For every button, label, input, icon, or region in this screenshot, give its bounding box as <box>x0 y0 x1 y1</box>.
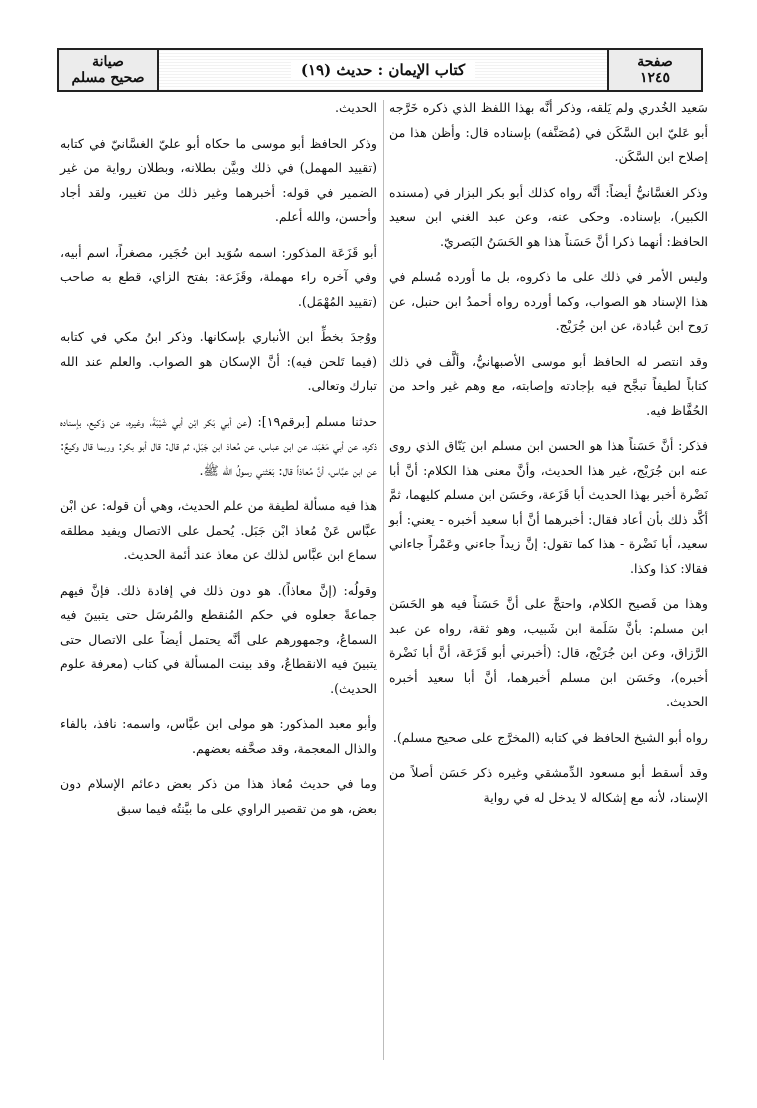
paragraph: أبو قَزَعَة المذكور: اسمه سُوَيد ابن حُجَير، مصغراً، اسم أبيه، وفي آخره راء مهملة، وقَزَعة: بفتح الزاي، قطع به صاحب (تقييد المُهْمَل). <box>60 244 377 309</box>
paragraph: حدثنا مسلم [برقم١٩]: (عن أبي بَكر ابْن أبي شَيْبَةَ، وغيره، عن وَكيع، بإسناده ذكره، عن أبي مَعْبَد، عن ابن عباس، عن مُعاذ ابن جَبَل، ثم قال: قال أبو بكر: وربما قال وكيعٌ: عن ابن عبَّاس، أنَّ مُعاذاً قال: بَعَثني رسولُ الله ﷺ. <box>60 413 377 478</box>
right-column <box>389 96 708 821</box>
page-number: ١٢٤٥ <box>639 70 671 86</box>
paragraph: سَعيد الخُدري ولم يَلقه، وذكر أنَّه بهذا اللفظ الذي ذكره خَرَّجه أبو عَليّ ابن السَّكَن في (مُصَنَّفه) بإسناده قال: وأظن هذا من إصلاح ابن السَّكَن. <box>389 100 708 164</box>
paragraph: ووُجدَ بخطِّ ابن الأنباري بإسكانها. وذكر ابنُ مكي في كتابه (فيما تَلحن فيه): أنَّ الإسكان هو الصواب. والعلم عند الله تبارك وتعالى. <box>60 329 377 393</box>
column-divider <box>383 100 384 1060</box>
left-column <box>60 96 377 832</box>
page-label: صفحة <box>637 54 673 70</box>
paragraph: فذكر: أنَّ حَسَناً هذا هو الحسن ابن مسلم ابن يَنّاق الذي روى عنه ابن جُرَيْج، غير هذا الحديث، وأنَّ معنى هذا الكلام: أنَّ أبا نَضْرة أخبر بهذا الحديث أبا قَزَعة، وحَسَن ابن مسلم كليهما، ثمَّ أكَّد ذلك بأن أعاد فقال: أخبرهما أنَّ أبا سعيد أخبره - يعني: أبو سعيد، أبا نَضْرة - هذا كما تقول: إنَّ زيداً جاءني وعَمْراً جاءاني فقالا: كذا وكذا. <box>389 438 708 576</box>
page-number-box <box>607 50 701 90</box>
page-header <box>57 48 703 92</box>
book-title-line2: صحيح مسلم <box>71 70 145 86</box>
paragraph: هذا فيه مسألة لطيفة من علم الحديث، وهي أن قوله: عن ابْن عبَّاس عَنْ مُعاذ ابْن جَبَل. يُحمل على الاتصال ويفيد مطلقه سماع ابن عبَّاس لذلك عن معاذ عند أئمة الحديث. <box>60 498 377 562</box>
paragraph: وقد انتصر له الحافظ أبو موسى الأصبهانيُّ، وألَّف في ذلك كتاباً لطيفاً تبجَّح فيه بإجادته وإصابته، مع وهم غير واحد من الحُفَّاظ فيه. <box>389 353 708 418</box>
paragraph: وذكر الغسَّانيُّ أيضاً: أنَّه رواه كذلك أبو بكر البزار في (مسنده الكبير)، بإسناده. وحكى عنه، وعن عبد الغني ابن سعيد الحافظ: أنهما ذكرا أنَّ حَسَناً هذا هو الحَسَنُ البَصريّ. <box>389 184 708 249</box>
paragraph: وقد أسقط أبو مسعود الدِّمشقي وغيره ذكر حَسَن أصلاً من الإسناد، لأنه مع إشكاله لا يدخل له في رواية <box>389 765 708 805</box>
paragraph: وهذا من فَصيح الكلام، واحتجَّ على أنَّ حَسَناً فيه هو الحَسَن ابن مسلم: بأنَّ سَلَمة ابن شَبيب، وهو ثقة، رواه عن عبد الرَّزاق، وعن ابن جُرَيْج، قال: (أخبرني أبو قَزَعَة، أنَّ أبا نَضْرة أخبره)، وحَسَن ابن مسلم أخبرهما، أنَّ أبا سعيد أخبره الحديث. <box>389 596 708 709</box>
paragraph: وليس الأمر في ذلك على ما ذكروه، بل ما أورده مُسلم في هذا الإسناد هو الصواب، وكما أورده رواه أحمدُ ابن حنبل، عن رَوح ابن عُبادة، عن ابن جُرَيْج. <box>389 269 708 333</box>
chapter-title-box <box>159 50 607 90</box>
book-title-line1: صيانة <box>92 54 124 70</box>
book-title-box <box>59 50 159 90</box>
chapter-title: كتاب الإيمان : حديث (١٩) <box>291 62 475 78</box>
paragraph: رواه أبو الشيخ الحافظ في كتابه (المخرَّج على صحيح مسلم). <box>392 729 708 745</box>
paragraph: وما في حديث مُعاذ هذا من ذكر بعض دعائم الإسلام دون بعض، هو من تقصير الراوي على ما بيَّنتُه فيما سبق <box>60 776 377 816</box>
paragraph: وقولُه: (إنَّ معاذاً). هو دون ذلك في إفادة ذلك. فإنَّ فيهم جماعةً جعلوه في حكم المُنقطع والمُرسَل حتى يتبينَ فيه السماعُ، وجمهورهم على أنَّه يحتمل أيضاً على الاتصال حتى يتبينَ فيه الانقطاعُ، وقد بينت المسألة في كتاب (معرفة علوم الحديث). <box>60 582 377 696</box>
paragraph: وذكر الحافظ أبو موسى ما حكاه أبو عليّ الغسَّانيّ في كتابه (تقييد المهمل) في ذلك وبيَّن بطلانه، وبطلان رواية من غير الضمير في قوله: أخبرهما وغير ذلك من تغيير، ولقد أجاد وأحسن، والله أعلم. <box>60 135 377 224</box>
paragraph: وأبو معبد المذكور: هو مولى ابن عبَّاس، واسمه: نافذ، بالفاء والذال المعجمة، وقد صحَّفه بعضهم. <box>60 716 377 756</box>
paragraph: الحديث. <box>335 100 377 115</box>
